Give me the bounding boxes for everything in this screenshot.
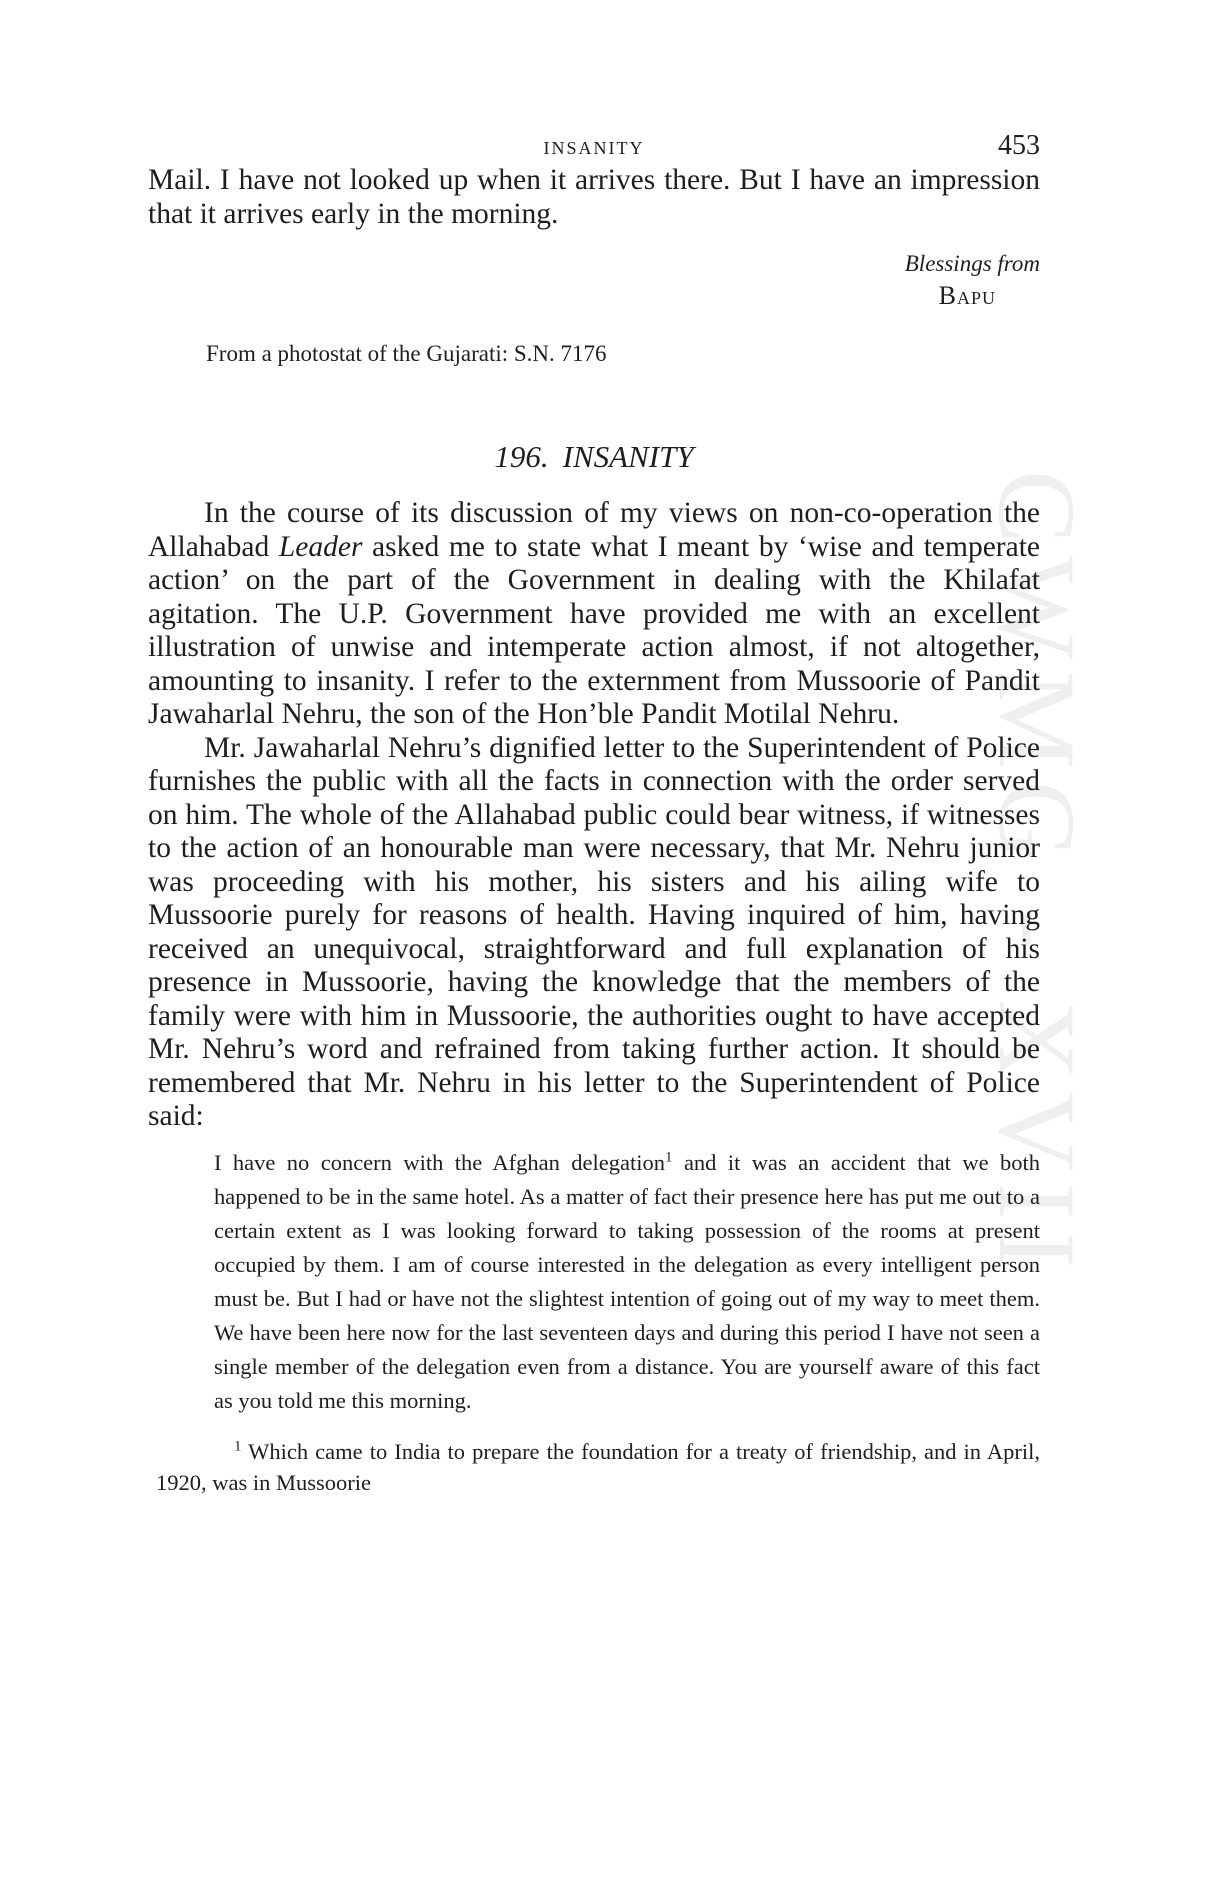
footnote <box>148 1436 1040 1498</box>
article-title: INSANITY <box>562 439 694 474</box>
source-note: From a photostat of the Gujarati: S.N. 7176 <box>206 341 607 366</box>
paragraph-text: In the course of its discussion of my views on non-co-operation the Allahabad <box>148 497 1040 563</box>
signature: Bapu <box>938 281 996 310</box>
quote-text: and it was an accident that we both happened to be in the same hotel. As a matter of fact their presence here has put me out to a certain extent as I was looking forward to taking possession of the rooms at present occupied by them. I am of course interested in the delegation as every intelligent person must be. But I had or have not the slightest intention of going out of my way to meet them. We have been here now for the last seventeen days and during this period I have not seen a single member of the delegation even from a distance. You are yourself aware of this fact as you told me this morning. <box>214 1149 1040 1413</box>
document-page <box>148 124 1040 1498</box>
footnote-reference: 1 <box>665 1149 673 1165</box>
article-paragraph-1 <box>148 497 1040 732</box>
page-number: 453 <box>998 130 1040 161</box>
paragraph-text: asked me to state what I meant by ‘wise and temperate action’ on the part of the Government in dealing with the Khilafat agitation. The U.P. Government have provided me with an excellent illustration of unwise and intemperate action almost, if not altogether, amounting to insanity. I refer to the externment from Mussoorie of Pandit Jawaharlal Nehru, the son of the Hon’ble Pandit Motilal Nehru. <box>148 530 1040 730</box>
footnote-mark: 1 <box>234 1438 242 1454</box>
quote-text: I have no concern with the Afghan delegation <box>214 1149 666 1175</box>
block-quote <box>214 1146 1040 1418</box>
article-paragraph-2: Mr. Jawaharlal Nehru’s dignified letter to the Superintendent of Police furnishes the public with all the facts in connection with the order served on him. The whole of the Allahabad public could bear witness, if witnesses to the action of an honourable man were necessary, that Mr. Nehru junior was proceeding with his mother, his sisters and his ailing wife to Mussoorie purely for reasons of health. Having inquired of him, having received an unequivocal, straightforward and full explanation of his presence in Mussoorie, having the knowledge that the members of the family were with him in Mussoorie, the authorities ought to have accepted Mr. Nehru’s word and refrained from taking further action. It should be remembered that Mr. Nehru in his letter to the Superintendent of Police said: <box>148 731 1040 1132</box>
footnote-text: Which came to India to prepare the foundation for a treaty of friendship, and in April, 1920, was in Mussoorie <box>156 1438 1040 1495</box>
newspaper-name: Leader <box>278 530 363 563</box>
letter-signoff <box>148 249 1040 313</box>
letter-closing-paragraph: Mail. I have not looked up when it arrives there. But I have an impression that it arrives early in the morning. <box>148 164 1040 230</box>
watermark: CWMG - XVII <box>976 470 1098 1281</box>
article-heading <box>148 439 1040 475</box>
salutation: Blessings from <box>904 251 1040 276</box>
running-header <box>148 124 1040 164</box>
running-title: INSANITY <box>543 138 645 158</box>
article-number: 196. <box>494 439 549 474</box>
